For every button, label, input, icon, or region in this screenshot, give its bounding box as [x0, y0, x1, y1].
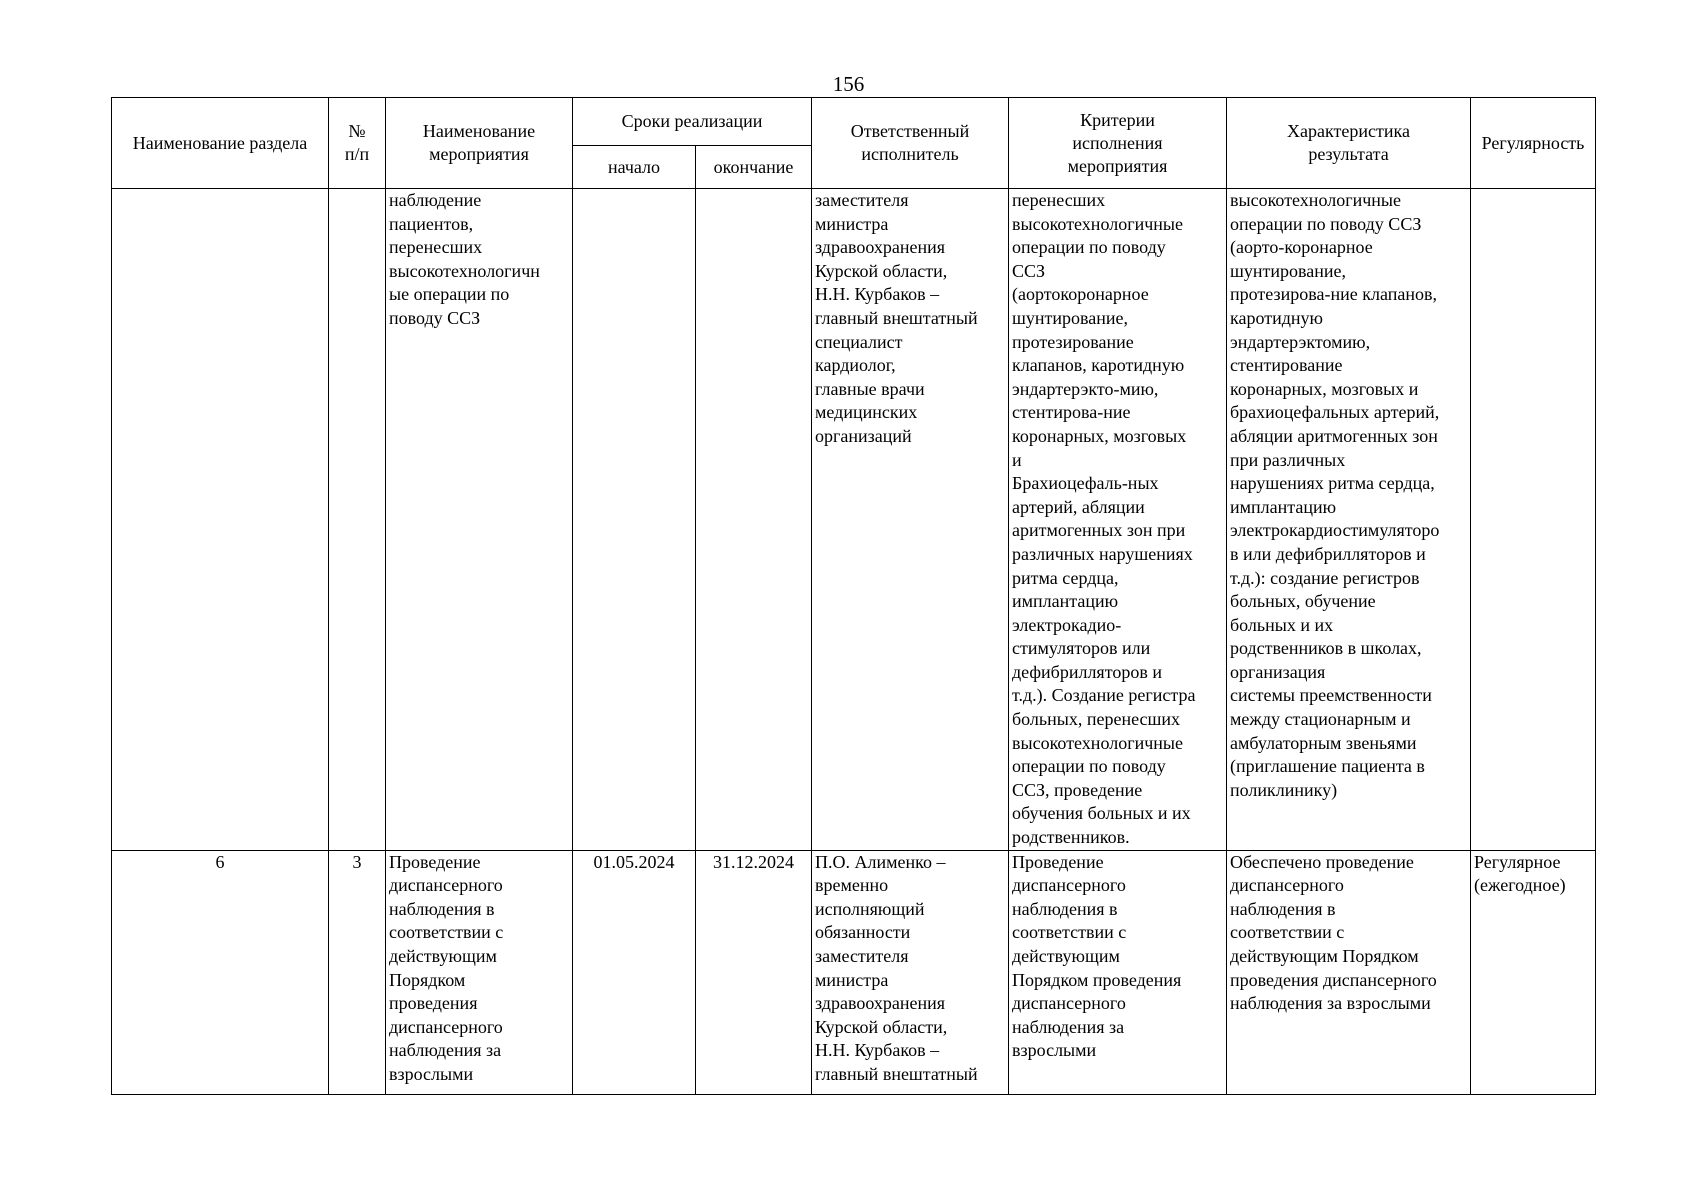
cell-regularity: [1471, 189, 1596, 851]
header-regularity: Регулярность: [1471, 98, 1596, 189]
header-timeline: Сроки реализации: [573, 98, 812, 146]
table-row: [112, 850, 1596, 1094]
cell-result: высокотехнологичные операции по поводу ССЗ (аорто-коронарное шунтирование, протезирова-ние клапанов, каротидную эндартерэктомию, стентирование коронарных, мозговых и брахиоцефальных артерий, абляции аритмогенных зон при различных нарушениях ритма сердца, имплантацию электрокардиостимуляторо в или дефибрилляторов и т.д.): создание регистров больных, обучение больных и их родственников в школах, организация системы преемственности между стационарным и амбулаторным звеньями (приглашение пациента в поликлинику): [1227, 189, 1471, 851]
header-number: № п/п: [329, 98, 386, 189]
table-row: [112, 189, 1596, 851]
header-end: окончание: [696, 146, 812, 189]
cell-responsible: заместителя министра здравоохранения Курской области, Н.Н. Курбаков – главный внештатный специалист кардиолог, главные врачи медицинских организаций: [812, 189, 1009, 851]
cell-section: [112, 189, 329, 851]
header-result: Характеристика результата: [1227, 98, 1471, 189]
table-header: [112, 98, 1596, 189]
cell-criteria: Проведение диспансерного наблюдения в соответствии с действующим Порядком проведения диспансерного наблюдения за взрослыми: [1009, 850, 1227, 1094]
header-section-name: Наименование раздела: [112, 98, 329, 189]
page-number: 156: [832, 72, 865, 96]
header-event-name: Наименование мероприятия: [386, 98, 573, 189]
cell-criteria: перенесших высокотехнологичные операции по поводу ССЗ (аортокоронарное шунтирование, протезирование клапанов, каротидную эндартерэкто-мию, стентирова-ние коронарных, мозговых и Брахиоцефаль-ных артерий, абляции аритмогенных зон при различных нарушениях ритма сердца, имплантацию электрокадио- стимуляторов или дефибрилляторов и т.д.). Создание регистра больных, перенесших высокотехнологичные операции по поводу ССЗ, проведение обучения больных и их родственников.: [1009, 189, 1227, 851]
cell-number: 3: [329, 850, 386, 1094]
cell-event: Проведение диспансерного наблюдения в соответствии с действующим Порядком проведения диспансерного наблюдения за взрослыми: [386, 850, 573, 1094]
cell-event: наблюдение пациентов, перенесших высокотехнологичн ые операции по поводу ССЗ: [386, 189, 573, 851]
cell-end: [696, 189, 812, 851]
cell-responsible: П.О. Алименко – временно исполняющий обязанности заместителя министра здравоохранения Курской области, Н.Н. Курбаков – главный внештатный: [812, 850, 1009, 1094]
cell-start: 01.05.2024: [573, 850, 696, 1094]
cell-section: 6: [112, 850, 329, 1094]
cell-start: [573, 189, 696, 851]
header-criteria: Критерии исполнения мероприятия: [1009, 98, 1227, 189]
plan-table: [111, 97, 1596, 1095]
cell-regularity: Регулярное (ежегодное): [1471, 850, 1596, 1094]
header-responsible: Ответственный исполнитель: [812, 98, 1009, 189]
header-start: начало: [573, 146, 696, 189]
cell-result: Обеспечено проведение диспансерного наблюдения в соответствии с действующим Порядком проведения диспансерного наблюдения за взрослыми: [1227, 850, 1471, 1094]
cell-number: [329, 189, 386, 851]
cell-end: 31.12.2024: [696, 850, 812, 1094]
